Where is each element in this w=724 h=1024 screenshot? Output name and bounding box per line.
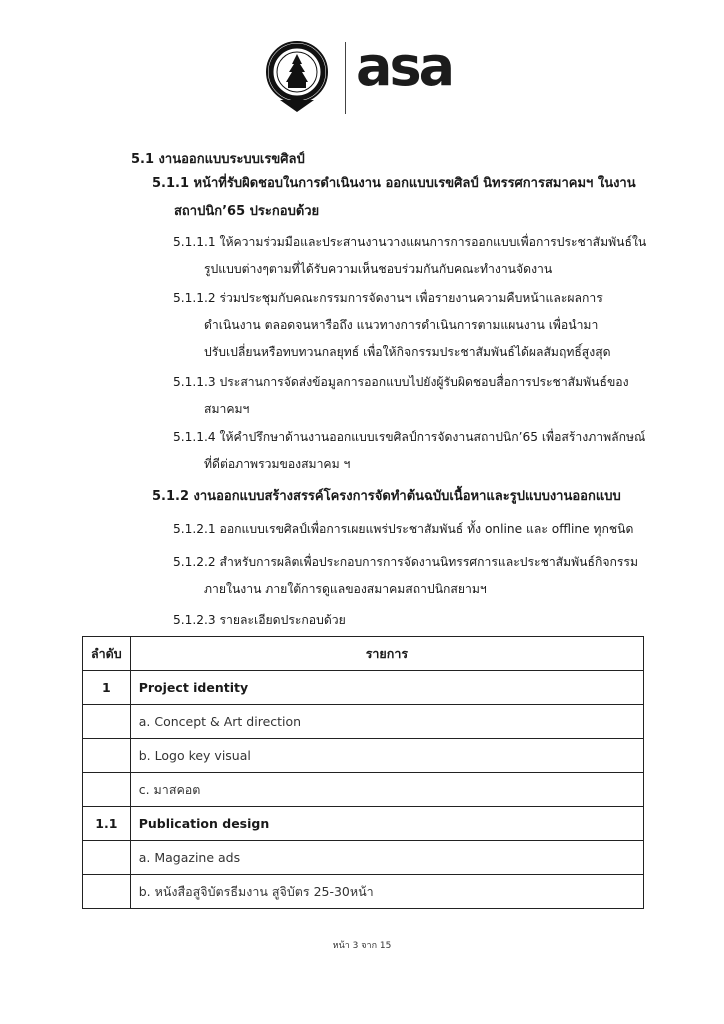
item-line: รูปแบบต่างๆตามที่ได้รับความเห็นชอบร่วมกันกับคณะทำงานจัดงาน bbox=[204, 262, 553, 276]
list-item bbox=[173, 369, 651, 423]
table-header-row bbox=[83, 637, 644, 671]
row-number: 1.1 bbox=[83, 807, 131, 841]
row-text: b. หนังสือสูจิบัตรธีมงาน สูจิบัตร 25-30หน้า bbox=[130, 875, 643, 909]
section-heading: 5.1 งานออกแบบระบบเรขศิลป์ bbox=[131, 152, 305, 167]
list-item bbox=[173, 229, 651, 283]
row-text: Project identity bbox=[130, 671, 643, 705]
row-text: a. Magazine ads bbox=[130, 841, 643, 875]
document-header bbox=[0, 36, 724, 126]
row-text: b. Logo key visual bbox=[130, 739, 643, 773]
row-number bbox=[83, 773, 131, 807]
table-row bbox=[83, 807, 644, 841]
list-item bbox=[173, 516, 651, 543]
item-line: ดำเนินงาน ตลอดจนหารือถึง แนวทางการดำเนินการตามแผนงาน เพื่อนำมา bbox=[204, 318, 599, 332]
subsection-heading-5-1-1 bbox=[152, 170, 652, 226]
row-number bbox=[83, 739, 131, 773]
row-text: a. Concept & Art direction bbox=[130, 705, 643, 739]
column-header-item: รายการ bbox=[130, 637, 643, 671]
subsection-heading-line: 5.1.1 หน้าที่รับผิดชอบในการดำเนินงาน ออกแบบเรขศิลป์ นิทรรศการสมาคมฯ ในงาน bbox=[152, 176, 636, 191]
subsection-heading-line: สถาปนิก’65 ประกอบด้วย bbox=[174, 204, 320, 219]
list-item bbox=[173, 607, 651, 634]
list-item bbox=[173, 424, 651, 478]
table-row bbox=[83, 671, 644, 705]
asa-logo: asa bbox=[356, 35, 453, 98]
item-line: 5.1.1.2 ร่วมประชุมกับคณะกรรมการจัดงานฯ เพื่อรายงานความคืบหน้าและผลการ bbox=[173, 291, 603, 305]
list-item bbox=[173, 285, 651, 366]
table-row bbox=[83, 773, 644, 807]
row-number bbox=[83, 875, 131, 909]
item-line: สมาคมฯ bbox=[204, 402, 250, 416]
details-table bbox=[82, 636, 644, 909]
row-text: Publication design bbox=[130, 807, 643, 841]
item-line: 5.1.2.2 สำหรับการผลิตเพื่อประกอบการการจัดงานนิทรรศการและประชาสัมพันธ์กิจกรรม bbox=[173, 555, 638, 569]
row-text: c. มาสคอต bbox=[130, 773, 643, 807]
row-number bbox=[83, 705, 131, 739]
item-line: 5.1.1.1 ให้ความร่วมมือและประสานงานวางแผนการการออกแบบเพื่อการประชาสัมพันธ์ใน bbox=[173, 235, 647, 249]
item-line: 5.1.1.3 ประสานการจัดส่งข้อมูลการออกแบบไปยังผู้รับผิดชอบสื่อการประชาสัมพันธ์ของ bbox=[173, 375, 629, 389]
subsection-heading-5-1-2: 5.1.2 งานออกแบบสร้างสรรค์โครงการจัดทำต้นฉบับเนื้อหาและรูปแบบงานออกแบบ bbox=[152, 489, 621, 504]
row-number: 1 bbox=[83, 671, 131, 705]
list-item bbox=[173, 549, 651, 603]
table-row bbox=[83, 739, 644, 773]
row-number bbox=[83, 841, 131, 875]
item-line: 5.1.1.4 ให้คำปรึกษาด้านงานออกแบบเรขศิลป์การจัดงานสถาปนิก’65 เพื่อสร้างภาพลักษณ์ bbox=[173, 430, 646, 444]
page-number: หน้า 3 จาก 15 bbox=[332, 941, 392, 951]
item-line: 5.1.2.3 รายละเอียดประกอบด้วย bbox=[173, 613, 346, 627]
item-line: ภายในงาน ภายใต้การดูแลของสมาคมสถาปนิกสยามฯ bbox=[204, 582, 487, 596]
association-seal-logo bbox=[266, 38, 328, 116]
table-row bbox=[83, 875, 644, 909]
item-line: ปรับเปลี่ยนหรือทบทวนกลยุทธ์ เพื่อให้กิจกรรมประชาสัมพันธ์ได้ผลสัมฤทธิ์สูงสุด bbox=[204, 345, 611, 359]
item-line: ที่ดีต่อภาพรวมของสมาคม ฯ bbox=[204, 457, 351, 471]
table-row bbox=[83, 841, 644, 875]
table-row bbox=[83, 705, 644, 739]
header-divider bbox=[345, 42, 346, 114]
column-header-no: ลำดับ bbox=[83, 637, 131, 671]
item-line: 5.1.2.1 ออกแบบเรขศิลป์เพื่อการเผยแพร่ประชาสัมพันธ์ ทั้ง online และ offline ทุกชนิด bbox=[173, 522, 634, 536]
